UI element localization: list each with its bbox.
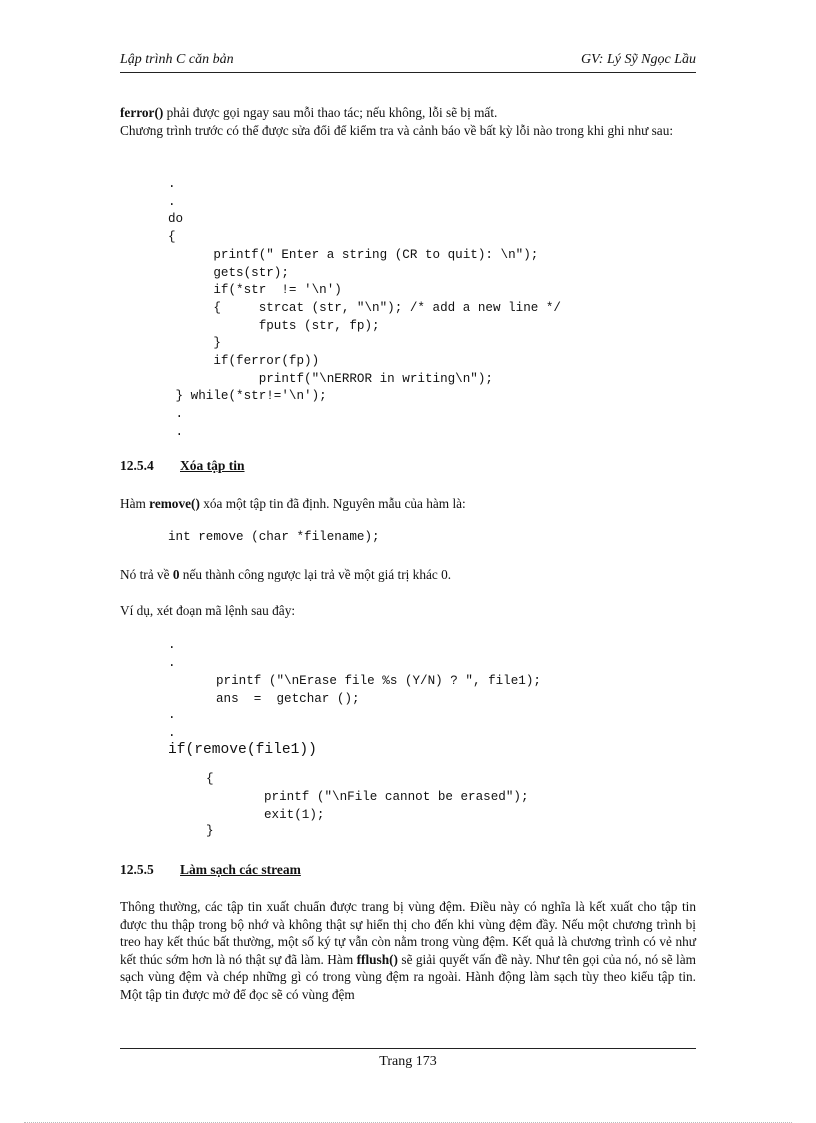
code-line: } [168, 336, 221, 351]
footer-rule [120, 1048, 696, 1049]
code-line: printf(" Enter a string (CR to quit): \n"); [168, 247, 539, 262]
remove-prototype: int remove (char *filename); [168, 530, 380, 544]
code-line: . [168, 424, 184, 439]
code-dot-4: . [168, 726, 176, 740]
code-line: { strcat (str, "\n"); /* add a new line */ [168, 300, 561, 315]
code-line: fputs (str, fp); [168, 318, 380, 333]
flush-text-pre: Thông thường, các tập tin xuất chuẩn được trang bị vùng đệm. Điều này có nghĩa là kết xuất cho tập tin được thu thập trong bộ nhớ và không thật sự hiển thị cho đến khi vùng đệm đầy. Nếu một chương trình bị treo hay kết thúc bất thường, một số ký tự vẫn còn nằm trong vùng đệm. Kết quả là chương trình có vẻ như kết thúc sớm hơn là nó thật sự đã làm. Hàm [120, 899, 696, 967]
remove-text-pre: Hàm [120, 496, 150, 511]
intro-text-1: phải được gọi ngay sau mỗi thao tác; nếu không, lỗi sẽ bị mất. [163, 105, 498, 120]
section-number: 12.5.4 [120, 458, 154, 473]
code-printf-cannot: printf ("\nFile cannot be erased"); [264, 790, 529, 804]
header-right-author: GV: Lý Sỹ Ngọc Lầu [581, 52, 696, 67]
section-heading-12-5-5 [120, 862, 301, 878]
remove-paragraph-1 [120, 495, 696, 512]
code-dot-3: . [168, 708, 176, 722]
code-line: { [168, 230, 176, 245]
fflush-function: fflush() [356, 951, 398, 967]
code-line: do [168, 212, 184, 227]
code-line: gets(str); [168, 265, 289, 280]
code-line: } while(*str!='\n'); [168, 389, 327, 404]
code-line: . [168, 177, 176, 191]
code-brace-close: } [206, 824, 214, 838]
remove-text-post: xóa một tập tin đã định. Nguyên mẫu của hàm là: [199, 496, 466, 511]
code-dot-2: . [168, 656, 176, 670]
code-printf-erase: printf ("\nErase file %s (Y/N) ? ", file1); [216, 674, 541, 688]
code-getchar: ans = getchar (); [216, 692, 360, 706]
code-line: . [168, 407, 184, 422]
header-left-title: Lập trình C căn bản [120, 52, 234, 67]
remove-function: remove() [149, 496, 200, 511]
return-text-post: nếu thành công ngược lại trả về một giá trị khác 0. [179, 567, 452, 582]
section-title: Làm sạch các stream [180, 862, 301, 877]
intro-paragraph-2: Chương trình trước có thể được sửa đổi để kiểm tra và cảnh báo về bất kỳ lỗi nào trong khi ghi như sau: [120, 123, 674, 138]
return-text-pre: Nó trả về [120, 567, 173, 582]
code-line: if(*str != '\n') [168, 283, 342, 298]
code-if-remove: if(remove(file1)) [168, 742, 317, 758]
section-number: 12.5.5 [120, 862, 154, 877]
page-number: Trang 173 [379, 1054, 437, 1069]
section-heading-12-5-4 [120, 458, 245, 474]
zero-value: 0 [172, 567, 180, 582]
header-rule [120, 72, 696, 73]
code-exit: exit(1); [264, 808, 325, 822]
flush-text-post: sẽ giải quyết vấn đề này. Như tên gọi của nó, nó sẽ làm sạch vùng đệm và chép những gì có trong vùng đệm ra ngoài. Hành động làm sạch tùy theo kiểu tập tin. Một tập tin được mở để đọc sẽ có vùng đệm [120, 951, 696, 1002]
code-brace-open: { [206, 772, 214, 786]
intro-paragraph-1 [120, 104, 696, 121]
code-block-ferror [168, 176, 561, 442]
flush-paragraph [120, 898, 696, 1004]
code-line: if(ferror(fp)) [168, 354, 320, 369]
code-line: printf("\nERROR in writing\n"); [168, 371, 493, 386]
code-dot-1: . [168, 638, 176, 652]
ferror-function: ferror() [120, 105, 164, 120]
code-line: . [168, 194, 176, 209]
remove-paragraph-3: Ví dụ, xét đoạn mã lệnh sau đây: [120, 603, 296, 618]
remove-paragraph-2 [120, 566, 696, 583]
section-title: Xóa tập tin [180, 458, 245, 473]
